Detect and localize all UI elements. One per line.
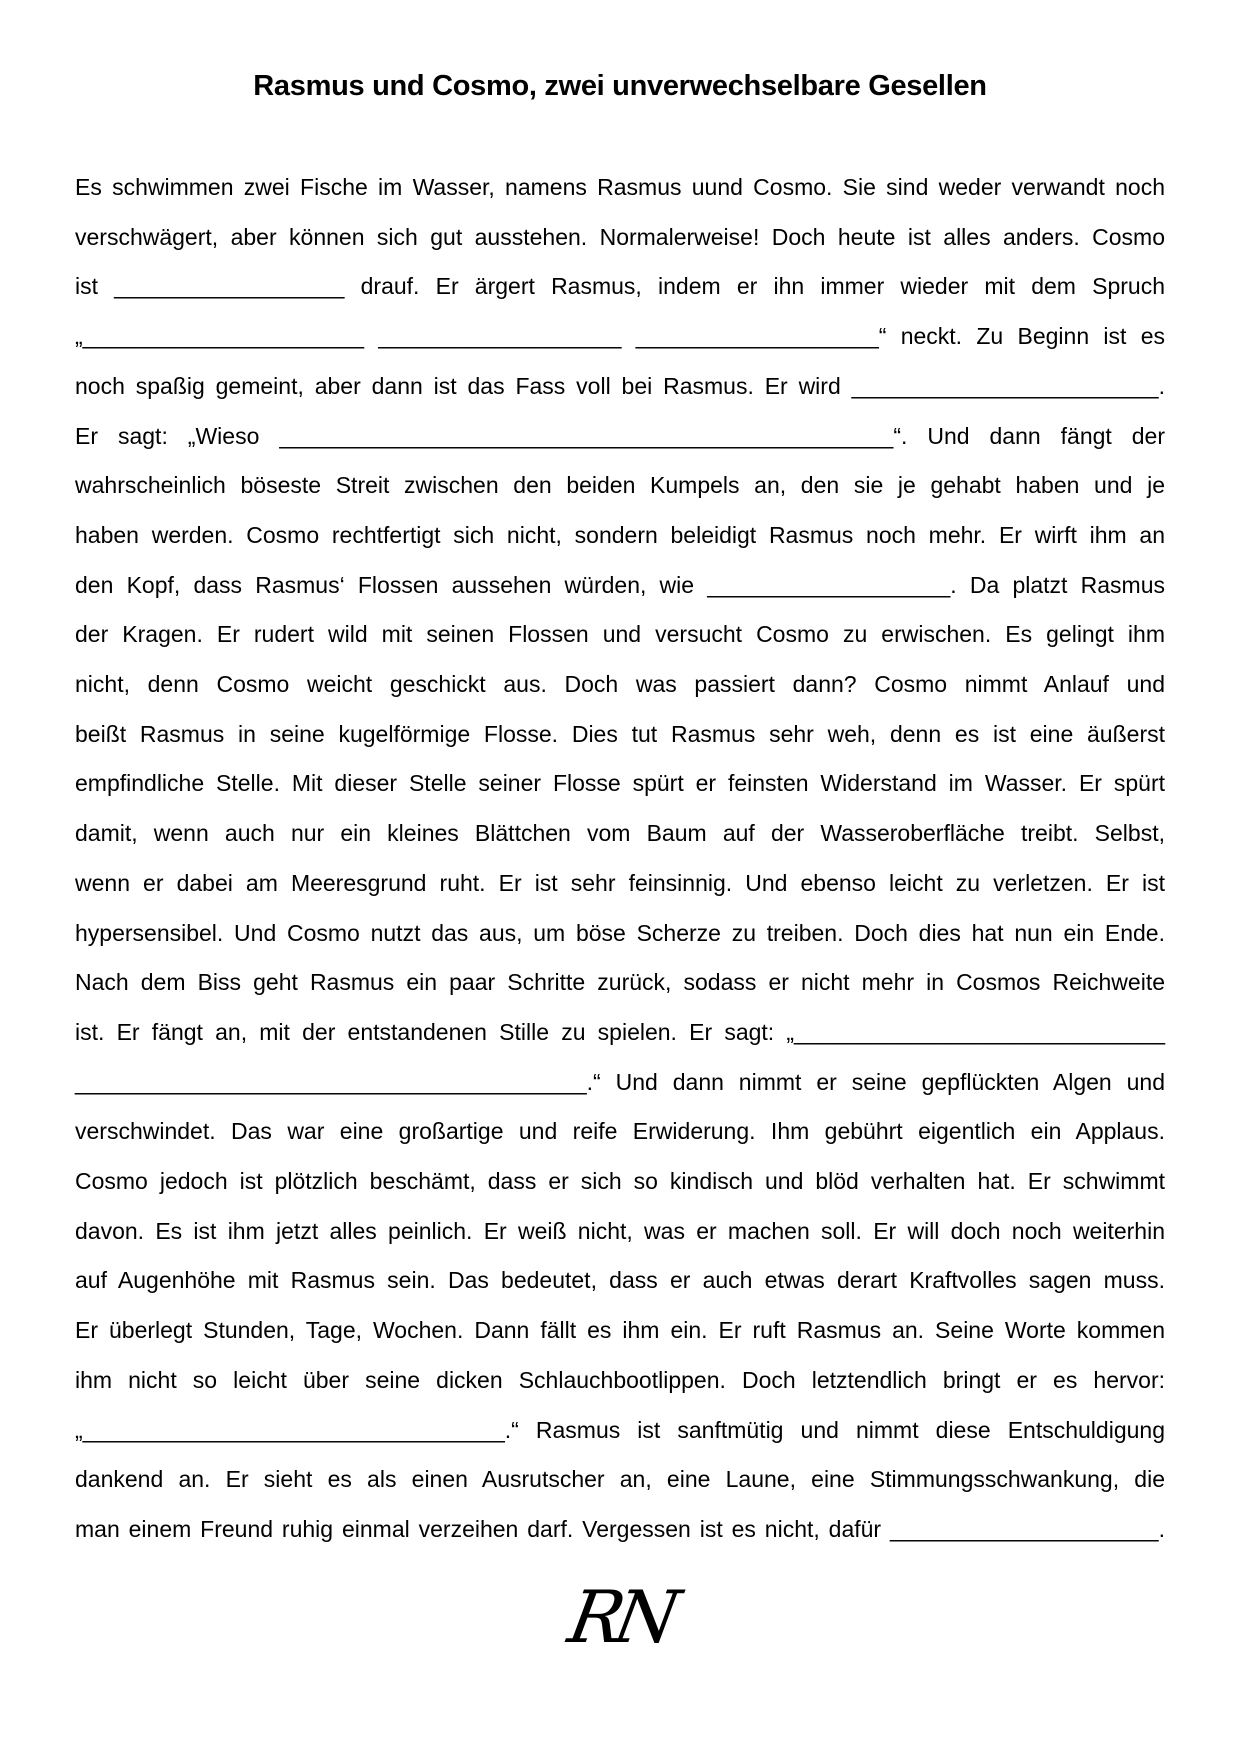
text-line: nicht, denn Cosmo weicht geschickt aus. Doch was passiert dann? Cosmo nimmt Anlauf und	[75, 671, 1165, 698]
text-line: davon. Es ist ihm jetzt alles peinlich. Er weiß nicht, was er machen soll. Er will doch noch weiterhin	[75, 1217, 1165, 1244]
text-line: Er überlegt Stunden, Tage, Wochen. Dann fällt es ihm ein. Er ruft Rasmus an. Seine Worte kommen	[75, 1317, 1165, 1344]
text-line: Cosmo jedoch ist plötzlich beschämt, dass er sich so kindisch und blöd verhalten hat. Er schwimmt	[75, 1168, 1165, 1195]
text-line: verschwägert, aber können sich gut ausstehen. Normalerweise! Doch heute ist alles anders. Cosmo	[75, 223, 1165, 250]
text-line-with-blank: „_________________________________.“ Rasmus ist sanftmütig und nimmt diese Entschuldigung	[75, 1416, 1165, 1443]
text-line: wahrscheinlich böseste Streit zwischen den beiden Kumpels an, den sie je gehabt haben und je	[75, 472, 1165, 499]
text-line: empfindliche Stelle. Mit dieser Stelle seiner Flosse spürt er feinsten Widerstand im Wasser. Er spürt	[75, 770, 1165, 797]
text-line: hypersensibel. Und Cosmo nutzt das aus, um böse Scherze zu treiben. Doch dies hat nun ein Ende.	[75, 919, 1165, 946]
text-line: der Kragen. Er rudert wild mit seinen Flossen und versucht Cosmo zu erwischen. Es gelingt ihm	[75, 621, 1165, 648]
text-line: damit, wenn auch nur ein kleines Blättchen vom Baum auf der Wasseroberfläche treibt. Selbst,	[75, 820, 1165, 847]
text-line: verschwindet. Das war eine großartige und reife Erwiderung. Ihm gebührt eigentlich ein Applaus.	[75, 1118, 1165, 1145]
text-line: haben werden. Cosmo rechtfertigt sich nicht, sondern beleidigt Rasmus noch mehr. Er wirft ihm an	[75, 521, 1165, 548]
text-line: beißt Rasmus in seine kugelförmige Flosse. Dies tut Rasmus sehr weh, denn es ist eine äußerst	[75, 720, 1165, 747]
text-line: dankend an. Er sieht es als einen Ausrutscher an, eine Laune, eine Stimmungsschwankung, die	[75, 1466, 1165, 1493]
text-line-with-blank: „______________________ ___________________ ___________________“ neckt. Zu Beginn ist es	[75, 323, 1165, 350]
text-line: auf Augenhöhe mit Rasmus sein. Das bedeutet, dass er auch etwas derart Kraftvolles sagen muss.	[75, 1267, 1165, 1294]
text-line-with-blank: den Kopf, dass Rasmus‘ Flossen aussehen würden, wie ___________________. Da platzt Rasmus	[75, 571, 1165, 598]
signature-monogram: RN	[562, 1574, 678, 1659]
text-line-with-blank: ist. Er fängt an, mit der entstandenen Stille zu spielen. Er sagt: „_____________________________	[75, 1018, 1165, 1045]
text-line: Nach dem Biss geht Rasmus ein paar Schritte zurück, sodass er nicht mehr in Cosmos Reichweite	[75, 969, 1165, 996]
text-line: wenn er dabei am Meeresgrund ruht. Er ist sehr feinsinnig. Und ebenso leicht zu verletzen. Er ist	[75, 869, 1165, 896]
story-text	[75, 163, 1165, 1555]
text-line-with-blank: Er sagt: „Wieso ________________________________________________“. Und dann fängt der	[75, 422, 1165, 449]
text-line-with-blank: noch spaßig gemeint, aber dann ist das Fass voll bei Rasmus. Er wird ________________________.	[75, 372, 1165, 399]
text-line-with-blank: ________________________________________.“ Und dann nimmt er seine gepflückten Algen und	[75, 1068, 1165, 1095]
text-line: Es schwimmen zwei Fische im Wasser, namens Rasmus uund Cosmo. Sie sind weder verwandt noch	[75, 174, 1165, 200]
text-line-with-blank: man einem Freund ruhig einmal verzeihen darf. Vergessen ist es nicht, dafür _____________________.	[75, 1515, 1165, 1542]
text-line-with-blank: ist __________________ drauf. Er ärgert Rasmus, indem er ihn immer wieder mit dem Spruch	[75, 273, 1165, 300]
page-title: Rasmus und Cosmo, zwei unverwechselbare Gesellen	[253, 70, 987, 102]
text-line: ihm nicht so leicht über seine dicken Schlauchbootlippen. Doch letztendlich bringt er es hervor:	[75, 1366, 1165, 1393]
